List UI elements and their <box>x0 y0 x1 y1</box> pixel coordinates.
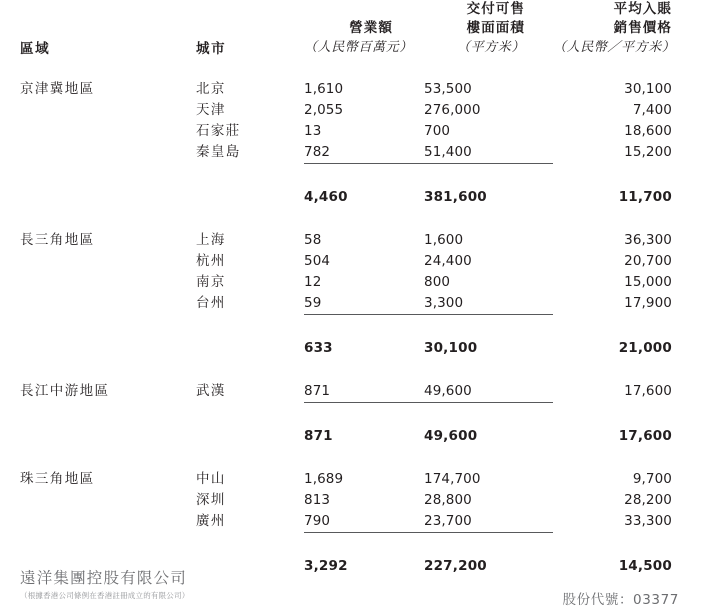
subtotal-gap-row <box>0 164 703 188</box>
subtotal-city-spacer <box>188 338 304 359</box>
region-label: 京津冀地區 <box>20 81 95 97</box>
column-header-city-label: 城市 <box>196 41 227 57</box>
table-header <box>0 0 703 79</box>
subtotal-row <box>0 187 703 208</box>
region-label <box>0 100 188 121</box>
gfa-value: 3,300 <box>424 293 553 315</box>
column-header-gfa-line2: 樓面面積 <box>466 20 525 36</box>
table-row <box>0 142 703 164</box>
header-spacer <box>0 57 703 79</box>
footer-company-name: 遠洋集團控股有限公司 <box>20 569 188 587</box>
region-label: 長三角地區 <box>20 232 95 248</box>
table-row <box>0 272 703 293</box>
city-label: 秦皇島 <box>196 144 241 160</box>
city-label: 北京 <box>196 81 226 97</box>
revenue-value: 1,689 <box>304 471 344 487</box>
asp-value: 33,300 <box>624 513 672 529</box>
revenue-value: 58 <box>304 232 322 248</box>
subtotal-row <box>0 426 703 447</box>
subtotal-region-spacer <box>0 338 188 359</box>
city-label: 南京 <box>196 274 226 290</box>
subtotal-asp-value: 14,500 <box>618 558 672 574</box>
region-label <box>0 272 188 293</box>
city-label: 天津 <box>196 102 226 118</box>
city-label: 上海 <box>196 232 226 248</box>
footer-incorporation-note: （根據香港公司條例在香港註冊成立的有限公司） <box>20 591 190 600</box>
subtotal-revenue-value: 871 <box>304 428 333 444</box>
subtotal-asp-value: 17,600 <box>618 428 672 444</box>
spacer-cell <box>0 315 703 339</box>
column-header-region <box>0 0 188 57</box>
gfa-value: 53,500 <box>424 81 472 97</box>
column-header-asp <box>553 0 703 57</box>
asp-value: 30,100 <box>624 81 672 97</box>
spacer-cell <box>0 359 703 381</box>
table-row <box>0 511 703 533</box>
gfa-value: 1,600 <box>424 232 464 248</box>
column-header-revenue-unit: （人民幣百萬元） <box>304 40 413 55</box>
asp-value: 17,600 <box>624 383 672 399</box>
column-header-gfa-unit: （平方米） <box>456 40 525 55</box>
city-label: 台州 <box>196 295 226 311</box>
footer-stock-code: 股份代號：03377 <box>562 592 679 608</box>
subtotal-revenue-value: 3,292 <box>304 558 348 574</box>
table-row <box>0 381 703 403</box>
gfa-value: 28,800 <box>424 492 472 508</box>
subtotal-region-spacer <box>0 187 188 208</box>
region-label: 珠三角地區 <box>20 471 95 487</box>
table-row <box>0 251 703 272</box>
subtotal-city-spacer <box>188 187 304 208</box>
asp-value: 28,200 <box>624 492 672 508</box>
revenue-value: 12 <box>304 274 322 290</box>
asp-value: 36,300 <box>624 232 672 248</box>
asp-value: 18,600 <box>624 123 672 139</box>
region-label: 長江中游地區 <box>20 383 110 399</box>
asp-value: 20,700 <box>624 253 672 269</box>
subtotal-asp-value: 11,700 <box>618 189 672 205</box>
column-header-gfa-line1: 交付可售 <box>466 1 525 17</box>
column-header-asp-unit: （人民幣／平方米） <box>553 40 676 55</box>
table-row <box>0 293 703 315</box>
gfa-value: 174,700 <box>424 471 481 487</box>
gfa-value: 23,700 <box>424 511 553 533</box>
revenue-value: 2,055 <box>304 102 344 118</box>
table-row <box>0 490 703 511</box>
revenue-value: 871 <box>304 381 424 403</box>
region-label <box>0 121 188 142</box>
gfa-value: 800 <box>424 274 451 290</box>
gfa-value: 276,000 <box>424 102 481 118</box>
spacer-cell <box>0 164 703 188</box>
subtotal-gfa-value: 30,100 <box>424 340 478 356</box>
table-row <box>0 79 703 100</box>
table-row <box>0 469 703 490</box>
gfa-value: 49,600 <box>424 381 553 403</box>
gfa-value: 24,400 <box>424 253 472 269</box>
revenue-value: 782 <box>304 142 424 164</box>
city-label: 中山 <box>196 471 226 487</box>
column-header-city <box>188 0 304 57</box>
subtotal-gfa-value: 49,600 <box>424 428 478 444</box>
subtotal-gap-row <box>0 403 703 427</box>
subtotal-asp-value: 21,000 <box>618 340 672 356</box>
revenue-value: 790 <box>304 511 424 533</box>
block-gap-row <box>0 208 703 230</box>
table-row <box>0 230 703 251</box>
region-label <box>0 251 188 272</box>
subtotal-gap-row <box>0 315 703 339</box>
asp-value: 9,700 <box>632 471 672 487</box>
block-gap-row <box>0 359 703 381</box>
column-header-revenue-line1: 營業額 <box>349 20 393 36</box>
region-label <box>0 142 188 164</box>
city-label: 武漢 <box>196 383 226 399</box>
asp-value: 15,200 <box>624 144 672 160</box>
subtotal-gfa-value: 227,200 <box>424 558 487 574</box>
table-row <box>0 121 703 142</box>
revenue-value: 504 <box>304 253 331 269</box>
subtotal-city-spacer <box>188 426 304 447</box>
revenue-value: 813 <box>304 492 331 508</box>
spacer-cell <box>0 403 703 427</box>
revenue-value: 59 <box>304 293 424 315</box>
subtotal-row <box>0 338 703 359</box>
column-header-gfa <box>424 0 553 57</box>
column-header-revenue <box>304 0 424 57</box>
table-row <box>0 100 703 121</box>
region-label <box>0 511 188 533</box>
spacer-cell <box>0 447 703 469</box>
city-label: 石家莊 <box>196 123 241 139</box>
revenue-value: 1,610 <box>304 81 344 97</box>
subtotal-revenue-value: 4,460 <box>304 189 348 205</box>
column-header-region-label: 區域 <box>20 41 51 57</box>
region-label <box>0 293 188 315</box>
asp-value: 7,400 <box>632 102 672 118</box>
column-header-asp-line1: 平均入賬 <box>613 1 672 17</box>
region-label <box>0 490 188 511</box>
asp-value: 17,900 <box>624 295 672 311</box>
page-footer <box>0 552 703 614</box>
gfa-value: 51,400 <box>424 142 553 164</box>
gfa-value: 700 <box>424 123 451 139</box>
spacer-cell <box>0 208 703 230</box>
table-body <box>0 79 703 577</box>
city-label: 廣州 <box>196 513 226 529</box>
city-label: 深圳 <box>196 492 226 508</box>
subtotal-gfa-value: 381,600 <box>424 189 487 205</box>
subtotal-region-spacer <box>0 426 188 447</box>
column-header-asp-line2: 銷售價格 <box>613 20 672 36</box>
revenue-value: 13 <box>304 123 322 139</box>
subtotal-revenue-value: 633 <box>304 340 333 356</box>
block-gap-row <box>0 447 703 469</box>
asp-value: 15,000 <box>624 274 672 290</box>
city-label: 杭州 <box>196 253 226 269</box>
